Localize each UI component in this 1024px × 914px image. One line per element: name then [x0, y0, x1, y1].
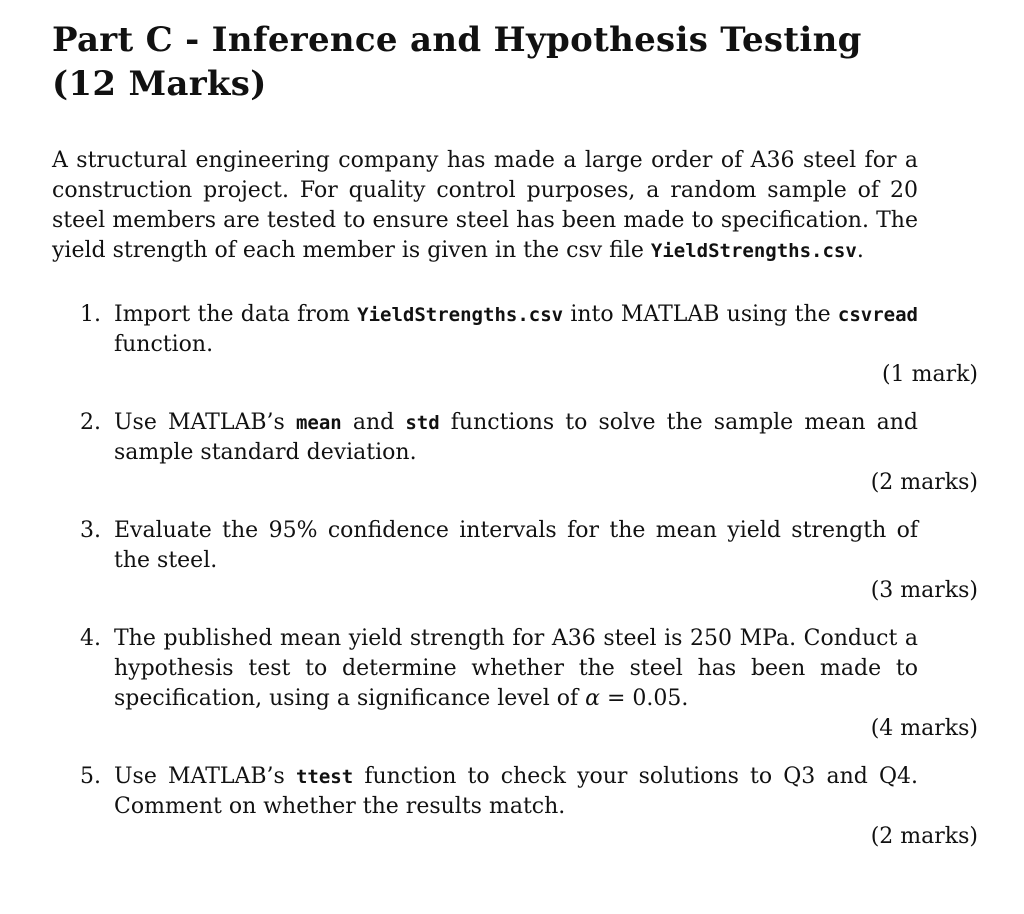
alpha-symbol: α [585, 686, 600, 711]
question-text [114, 408, 918, 468]
code-function: csvread [837, 304, 918, 326]
question-number: 4. [80, 626, 101, 651]
code-function: ttest [295, 766, 354, 788]
question-text [114, 762, 918, 822]
question-text-part: Use MATLAB’s [114, 410, 296, 435]
question-text: Evaluate the 95% confidence intervals for the mean yield strength of the steel. [114, 518, 918, 573]
question-list [52, 300, 982, 852]
question-text-part: into MATLAB using the [563, 302, 838, 327]
page-title: Part C - Inference and Hypothesis Testing (12 Marks) [52, 20, 862, 104]
question-text-part: Use MATLAB’s [114, 764, 296, 789]
question-item-4 [52, 624, 982, 744]
question-marks: (3 marks) [870, 578, 978, 603]
code-filename: YieldStrengths.csv [357, 304, 564, 326]
question-item-2 [52, 408, 982, 498]
question-item-1 [52, 300, 982, 390]
question-text-part: function. [114, 332, 214, 357]
code-function: mean [295, 412, 342, 434]
question-marks: (2 marks) [870, 824, 978, 849]
question-text [114, 300, 918, 360]
intro-filename: YieldStrengths.csv [650, 240, 857, 262]
question-text-part: functions to solve the sample mean and sample standard deviation. [114, 410, 918, 465]
question-marks: (2 marks) [870, 470, 978, 495]
question-number: 5. [80, 764, 101, 789]
intro-paragraph [52, 146, 918, 266]
question-item-5 [52, 762, 982, 852]
question-text-part: = 0.05. [600, 686, 689, 711]
question-item-3 [52, 516, 982, 606]
question-marks: (1 mark) [882, 362, 978, 387]
question-number: 1. [80, 302, 101, 327]
question-text-part: function to check your solutions to Q3 and Q4. Comment on whether the results match. [114, 764, 918, 819]
intro-text-end: . [856, 238, 864, 263]
question-text-part: Import the data from [114, 302, 358, 327]
question-text-part: The published mean yield strength for A36 steel is 250 MPa. Conduct a hypothesis test to determine whether the steel has been made to specification, using a significance level of [114, 626, 918, 711]
question-number: 2. [80, 410, 101, 435]
question-text-part: and [341, 410, 406, 435]
intro-text: A structural engineering company has made a large order of A36 steel for a construction project. For quality control purposes, a random sample of 20 steel members are tested to ensure steel has been made to specification. The yield strength of each member is given in the csv file [52, 148, 918, 263]
code-function: std [405, 412, 440, 434]
question-number: 3. [80, 518, 101, 543]
question-text [114, 624, 918, 714]
question-marks: (4 marks) [870, 716, 978, 741]
document-page [52, 18, 982, 870]
